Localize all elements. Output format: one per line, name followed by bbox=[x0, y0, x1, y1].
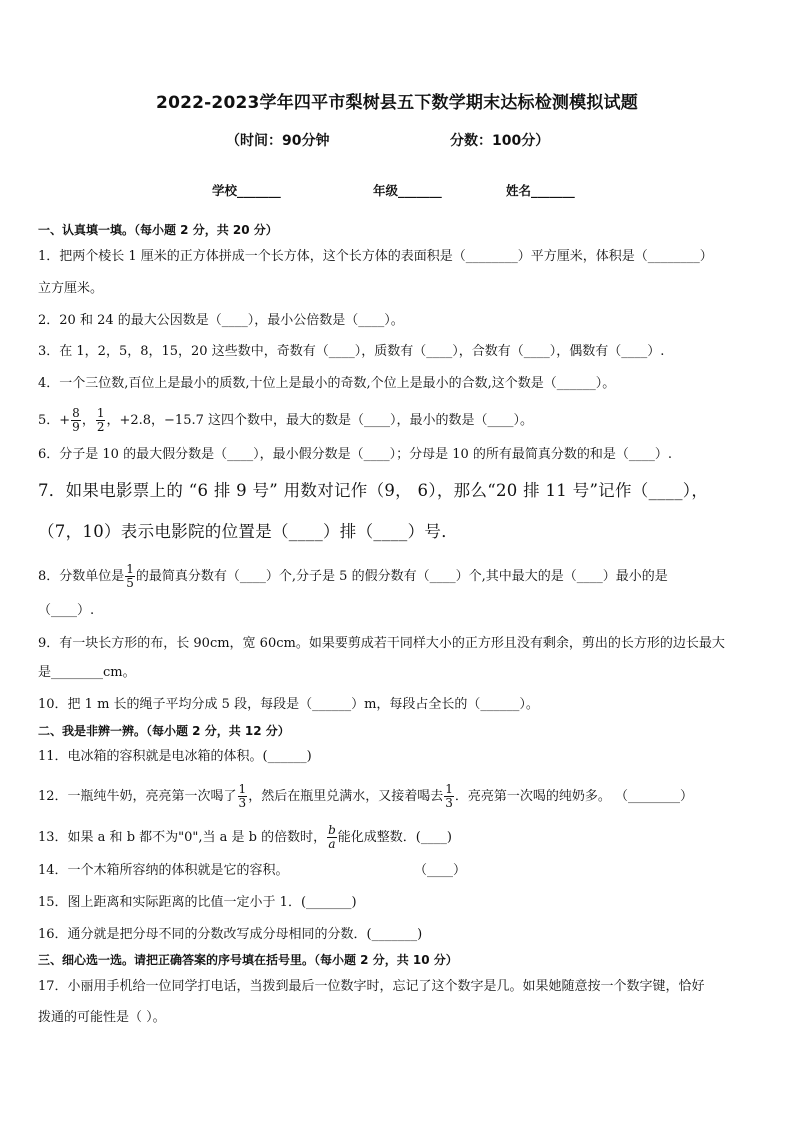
question-3: 3．在 1，2，5，8，15，20 这些数中，奇数有（____），质数有（____），合数有（____），偶数有（____）. bbox=[38, 344, 665, 359]
fraction-1-3-second bbox=[444, 783, 454, 810]
question-9-line-1: 9．有一块长方形的布，长 90cm，宽 60cm。如果要剪成若干同样大小的正方形且没有剩余，剪出的长方形的边长最大 bbox=[38, 636, 725, 651]
fraction-numerator: 1 bbox=[126, 562, 134, 576]
question-5-rest: ，+2.8，−15.7 这四个数中，最大的数是（____），最小的数是（____）。 bbox=[106, 413, 534, 428]
fraction-1-2 bbox=[96, 407, 106, 434]
question-12 bbox=[38, 783, 758, 810]
fraction-1-3-first bbox=[238, 783, 248, 810]
fraction-numerator: 1 bbox=[238, 782, 247, 796]
question-16: 16．通分就是把分母不同的分数改写成分母相同的分数．(_______) bbox=[38, 927, 423, 942]
question-5 bbox=[38, 407, 758, 434]
question-7-line-1: 7．如果电影票上的 “6 排 9 号” 用数对记作（9， 6），那么“20 排 11 号”记作（____）， bbox=[38, 481, 709, 500]
fraction-denominator: 5 bbox=[126, 576, 134, 590]
school-field: 学校_______ bbox=[212, 183, 281, 198]
fraction-denominator: 9 bbox=[72, 420, 80, 434]
fraction-denominator: 2 bbox=[96, 420, 105, 434]
exam-time: （时间：90分钟 bbox=[226, 133, 330, 149]
student-info bbox=[0, 181, 794, 201]
question-12-rest: ．亮亮第一次喝的纯奶多。 （________） bbox=[454, 789, 693, 804]
fraction-denominator: 3 bbox=[238, 796, 247, 810]
question-8-prefix: 8．分数单位是 bbox=[38, 569, 125, 584]
question-2: 2．20 和 24 的最大公因数是（____），最小公倍数是（____）。 bbox=[38, 313, 404, 328]
section-3-heading: 三、细心选一选。请把正确答案的序号填在括号里。（每小题 2 分，共 10 分） bbox=[38, 953, 458, 967]
section-1-heading: 一、认真填一填。（每小题 2 分，共 20 分） bbox=[38, 223, 278, 237]
question-11: 11．电冰箱的容积就是电冰箱的体积。(______) bbox=[38, 749, 312, 764]
fraction-numerator: 8 bbox=[72, 406, 80, 420]
fraction-b-over-a bbox=[327, 824, 337, 851]
question-6: 6．分子是 10 的最大假分数是（____），最小假分数是（____）；分母是 10 的所有最简真分数的和是（____）. bbox=[38, 447, 673, 462]
question-14-text: 14．一个木箱所容纳的体积就是它的容积。 bbox=[38, 863, 289, 878]
question-13-prefix: 13．如果 a 和 b 都不为"0",当 a 是 b 的倍数时， bbox=[38, 830, 327, 845]
exam-score: 分数：100分） bbox=[450, 133, 550, 149]
name-field: 姓名_______ bbox=[506, 183, 575, 198]
question-13 bbox=[38, 824, 758, 851]
question-5-prefix: 5．+ bbox=[38, 413, 71, 428]
question-13-rest: 能化成整数．(____) bbox=[337, 830, 452, 845]
fraction-1-5 bbox=[125, 563, 135, 590]
question-8-line-2: （____）. bbox=[38, 603, 95, 618]
question-12-prefix: 12．一瓶纯牛奶，亮亮第一次喝了 bbox=[38, 789, 237, 804]
question-7-line-2: （7，10）表示电影院的位置是（____）排（____）号． bbox=[38, 522, 458, 541]
fraction-numerator: b bbox=[328, 823, 336, 837]
question-14-blank: （____） bbox=[414, 863, 467, 878]
question-9-line-2: 是________cm。 bbox=[38, 665, 136, 680]
question-14 bbox=[38, 861, 758, 881]
fraction-numerator: 1 bbox=[445, 782, 453, 796]
question-8-rest: 的最简真分数有（____）个,分子是 5 的假分数有（____）个,其中最大的是（____）最小的是 bbox=[135, 569, 668, 584]
question-1-line-1: 1．把两个棱长 1 厘米的正方体拼成一个长方体，这个长方体的表面积是（________）平方厘米，体积是（________） bbox=[38, 249, 713, 264]
question-4: 4．一个三位数,百位上是最小的质数,十位上是最小的奇数,个位上是最小的合数,这个数是（______）。 bbox=[38, 376, 616, 391]
exam-title: 2022-2023学年四平市梨树县五下数学期末达标检测模拟试题 bbox=[156, 93, 638, 113]
question-17-line-2: 拨通的可能性是（ ）。 bbox=[38, 1010, 166, 1025]
fraction-numerator: 1 bbox=[96, 406, 105, 420]
fraction-denominator: a bbox=[328, 837, 336, 851]
question-5-comma: ， bbox=[81, 413, 95, 428]
section-2-heading: 二、我是非辨一辨。（每小题 2 分，共 12 分） bbox=[38, 724, 290, 738]
grade-field: 年级_______ bbox=[373, 183, 442, 198]
question-15: 15．图上距离和实际距离的比值一定小于 1．(_______) bbox=[38, 895, 357, 910]
question-17-line-1: 17．小丽用手机给一位同学打电话，当拨到最后一位数字时，忘记了这个数字是几。如果她随意按一个数字键，恰好 bbox=[38, 979, 705, 994]
question-10: 10．把 1 m 长的绳子平均分成 5 段，每段是（______）m，每段占全长的（______）。 bbox=[38, 697, 539, 712]
fraction-8-9 bbox=[71, 407, 81, 434]
exam-subtitle bbox=[0, 130, 794, 150]
question-8-line-1 bbox=[38, 563, 758, 590]
fraction-denominator: 3 bbox=[445, 796, 453, 810]
question-12-middle: ，然后在瓶里兑满水，又接着喝去 bbox=[248, 789, 444, 804]
question-1-line-2: 立方厘米。 bbox=[38, 281, 104, 296]
